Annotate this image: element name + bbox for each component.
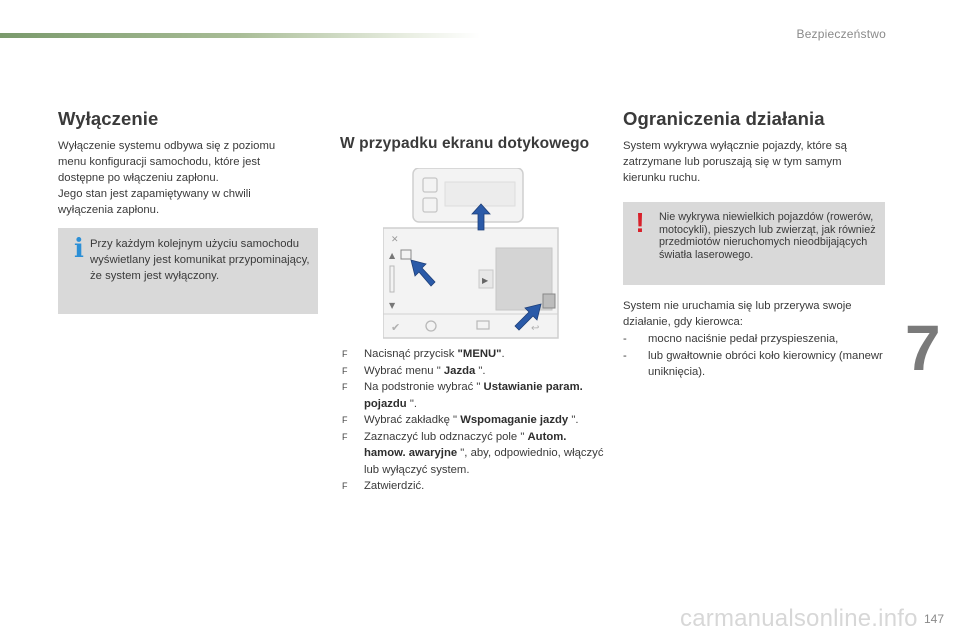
disable-heading: Wyłączenie (58, 108, 159, 129)
svg-text:✕: ✕ (391, 235, 399, 245)
step-bullet: F (342, 481, 348, 491)
warning-box (623, 202, 885, 285)
screen-main-panel (383, 228, 558, 338)
disable-text-2: Jego stan jest zapamiętywany w chwili wyłączenia zapłonu. (58, 188, 251, 216)
info-icon: i (74, 234, 84, 264)
section-title: Bezpieczeństwo (796, 27, 886, 41)
step-bullet: F (342, 365, 348, 376)
step-bullet: F (342, 382, 348, 392)
list-item: - mocno naciśnie pedał przyspieszenia, (623, 333, 839, 345)
svg-text:▼: ▼ (389, 301, 396, 310)
step-item: F Na podstronie wybrać " Ustawianie param. pojazdu ". (342, 381, 583, 410)
step-item: F Zaznaczyć lub odznaczyć pole " Autom. hamow. awaryjne ", aby, odpowiednio, włączyć lub wyłączyć system. (342, 430, 604, 476)
disable-paragraph (58, 138, 298, 218)
info-text: Przy każdym kolejnym użyciu samochodu wyświetlany jest komunikat przypominający, że system jest wyłączony. (90, 238, 310, 282)
svg-text:✔: ✔ (391, 321, 401, 334)
limitations-section (623, 108, 888, 186)
touchscreen-heading: W przypadku ekranu dotykowego (340, 135, 590, 152)
disable-text-1: Wyłączenie systemu odbywa się z poziomu menu konfiguracji samochodu, które jest dostępne po włączeniu zapłonu. (58, 140, 276, 184)
steps-list (340, 346, 608, 495)
header-accent-bar (0, 33, 480, 38)
disable-section (58, 108, 320, 218)
step-item: F Zatwierdzić. (340, 478, 608, 495)
touchscreen-section (340, 135, 605, 153)
svg-text:▲: ▲ (389, 251, 396, 260)
step-item: F Nacisnąć przycisk "MENU". (340, 346, 608, 363)
svg-text:▶: ▶ (482, 276, 489, 285)
interruption-block (623, 298, 888, 381)
step-bullet: F (342, 415, 348, 425)
warning-text: Nie wykrywa niewielkich pojazdów (rowerów, motocykli), pieszych lub zwierząt, jak również przedmiotów nieruchomych nieodbijających światła laserowego. (659, 211, 876, 261)
chapter-number: 7 (905, 312, 941, 384)
page-number: 147 (923, 612, 944, 626)
step-item: F Wybrać menu " Jazda ". (340, 363, 608, 380)
list-item: - lub gwałtownie obróci koło kierownicy (manewr uniknięcia). (623, 349, 883, 378)
steps-block (340, 346, 608, 495)
limitations-heading: Ograniczenia działania (623, 108, 825, 129)
screen-top-panel (413, 168, 523, 222)
limitations-paragraph: System wykrywa wyłącznie pojazdy, które są zatrzymane lub poruszają się w tym samym kierunku ruchu. (623, 140, 847, 184)
step-item: F Wybrać zakładkę " Wspomaganie jazdy ". (340, 412, 608, 429)
step-bullet: F (342, 349, 348, 359)
step-bullet: F (342, 431, 348, 442)
warning-icon: ! (635, 207, 645, 238)
info-box (58, 228, 318, 314)
svg-text:↩: ↩ (531, 323, 540, 334)
touchscreen-illustration (383, 168, 563, 340)
interruption-paragraph: System nie uruchamia się lub przerywa swoje działanie, gdy kierowca: (623, 300, 852, 328)
watermark: carmanualsonline.info (680, 605, 918, 632)
interruption-list (623, 331, 888, 381)
